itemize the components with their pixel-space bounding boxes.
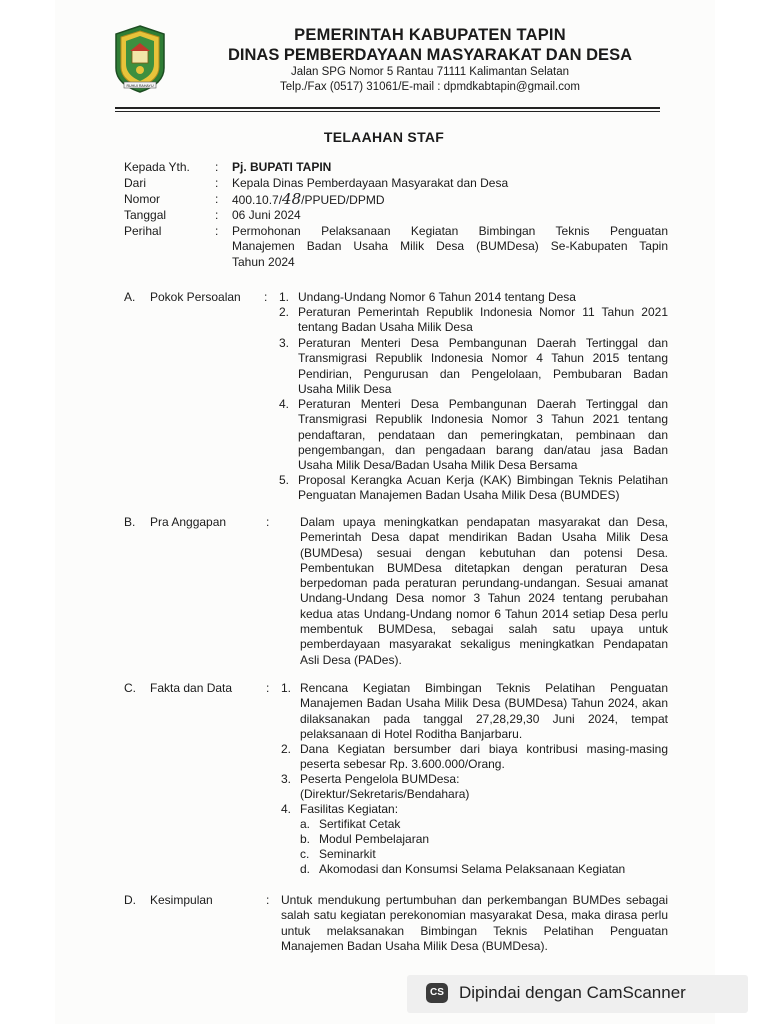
list-number: 3. [279, 336, 290, 350]
facility-letter: a. [300, 817, 311, 831]
letterhead-contact: Telp./Fax (0517) 31061/E-mail : dpmdkabtapin@gmail.com [280, 81, 580, 93]
camscanner-text: Dipindai dengan CamScanner [459, 983, 686, 1002]
letterhead-rule-thick [115, 107, 660, 109]
tapin-regency-emblem [114, 24, 166, 94]
section-d-heading: Kesimpulan [150, 893, 213, 907]
section-a-heading: Pokok Persoalan [150, 290, 241, 304]
section-c-colon: : [266, 681, 270, 695]
emblem-motto: RUHUI RAHAYU [126, 83, 154, 88]
section-d-letter: D. [124, 893, 136, 907]
nomor-colon: : [215, 192, 219, 206]
list-item: Peraturan Menteri Desa Pembangunan Daerah Tertinggal dan Transmigrasi Republik Indonesia Nomor 3 Tahun 2021 tentang pendaftaran, pendataan dan pemeringkatan, pembinaan dan pengembangan, dan pengadaan barang dan/atau jasa Badan Usaha Milik Desa/Badan Usaha Milik Desa Bersama [298, 397, 668, 473]
perihal-line: Permohonan Pelaksanaan Kegiatan Bimbingan Teknis Penguatan [232, 224, 668, 238]
list-item: Dana Kegiatan bersumber dari biaya kontribusi masing-masing peserta sebesar Rp. 3.600.000/Orang. [300, 742, 668, 772]
list-item: Rencana Kegiatan Bimbingan Teknis Pelatihan Penguatan Manajemen Badan Usaha Milik Desa (BUMDesa) Tahun 2024, akan dilaksanakan pada tanggal 27,28,29,30 Juni 2024, tempat pelaksanaan di Hotel Roditha Banjarbaru. [300, 681, 668, 741]
document-title: TELAAHAN STAF [323, 129, 445, 145]
list-number: 1. [279, 290, 290, 304]
list-item: Peraturan Menteri Desa Pembangunan Daerah Tertinggal dan Transmigrasi Republik Indonesia Nomor 4 Tahun 2015 tentang Pendirian, Pengurusan dan Pengelolaan, Pembubaran Badan Usaha Milik Desa [298, 336, 668, 396]
dari-colon: : [215, 176, 219, 190]
tanggal-colon: : [215, 208, 219, 222]
letterhead-rule-thin [115, 111, 660, 112]
letterhead-address: Jalan SPG Nomor 5 Rantau 71111 Kalimantan Selatan [290, 66, 570, 78]
facility-item: Modul Pembelajaran [319, 832, 430, 846]
list-number: 2. [281, 742, 292, 756]
facility-item: Sertifikat Cetak [319, 817, 401, 831]
dari-label: Dari [124, 176, 147, 190]
section-b-paragraph: Dalam upaya meningkatkan pendapatan masyarakat dan Desa, Pemerintah Desa dapat mendirikan Badan Usaha Milik Desa (BUMDesa) sesuai dengan kebutuhan dan potensi Desa. Pembentukan BUMDesa ditetapkan dengan peraturan Desa berpedoman pada peraturan perundang-undangan. Sesuai amanat Undang-Undang Desa nomor 3 Tahun 2024 tentang perubahan kedua atas Undang-Undang nomor 6 Tahun 2014 setiap Desa perlu membentuk BUMDesa, sebagai salah satu upaya untuk pemberdayaan masyarakat sekaligus meningkatkan Pendapatan Asli Desa (PADes). [300, 515, 668, 667]
nomor-value [232, 192, 384, 208]
section-d-colon: : [266, 893, 270, 907]
list-item: Peserta Pengelola BUMDesa: (Direktur/Sekretaris/Bendahara) [300, 772, 470, 802]
facility-letter: d. [300, 862, 311, 876]
nomor-label: Nomor [124, 192, 161, 206]
list-number: 4. [281, 802, 292, 816]
kepada-value: Pj. BUPATI TAPIN [232, 160, 332, 174]
section-d-paragraph: Untuk mendukung pertumbuhan dan perkembangan BUMDes sebagai salah satu kegiatan perekonomian masyarakat Desa, maka dirasa perlu untuk melaksanakan Bimbingan Teknis Pelatihan Penguatan Manajemen Badan Usaha Milik Desa (BUMDesa). [281, 893, 668, 953]
facility-letter: c. [300, 847, 310, 861]
list-number: 5. [279, 473, 290, 487]
section-b-letter: B. [124, 515, 136, 529]
perihal-line: Manajemen Badan Usaha Milik Desa (BUMDesa) Se-Kabupaten Tapin [232, 239, 668, 254]
section-c-letter: C. [124, 681, 136, 695]
perihal-colon: : [215, 224, 219, 238]
nomor-prefix: 400.10.7/ [232, 193, 283, 207]
list-item: Proposal Kerangka Acuan Kerja (KAK) Bimbingan Teknis Pelatihan Penguatan Manajemen Badan Usaha Milik Desa (BUMDES) [298, 473, 668, 503]
perihal-line: Tahun 2024 [232, 254, 295, 269]
letterhead-line1: PEMERINTAH KABUPATEN TAPIN [294, 26, 566, 44]
perihal-label: Perihal [124, 224, 162, 238]
section-a-colon: : [264, 290, 268, 304]
dari-value: Kepala Dinas Pemberdayaan Masyarakat dan Desa [232, 176, 509, 190]
section-c-heading: Fakta dan Data [150, 681, 233, 695]
kepada-colon: : [215, 160, 219, 174]
nomor-handwritten: 48 [282, 190, 302, 208]
section-a-letter: A. [124, 290, 136, 304]
list-number: 1. [281, 681, 292, 695]
facility-item: Seminarkit [319, 847, 376, 861]
letterhead-line2: DINAS PEMBERDAYAAN MASYARAKAT DAN DESA [227, 46, 632, 64]
nomor-suffix: /PPUED/DPMD [301, 193, 385, 207]
list-item: Peraturan Pemerintah Republik Indonesia Nomor 11 Tahun 2021 tentang Badan Usaha Milik Desa [298, 305, 668, 335]
section-b-heading: Pra Anggapan [150, 515, 227, 529]
list-number: 3. [281, 772, 292, 786]
facility-letter: b. [300, 832, 311, 846]
list-item: Fasilitas Kegiatan: [300, 802, 399, 816]
tanggal-label: Tanggal [124, 208, 167, 222]
section-b-colon: : [266, 515, 270, 529]
perihal-value [232, 224, 668, 270]
facility-item: Akomodasi dan Konsumsi Selama Pelaksanaan Kegiatan [319, 862, 626, 876]
camscanner-icon: CS [426, 983, 448, 1003]
list-number: 4. [279, 397, 290, 411]
kepada-label: Kepada Yth. [124, 160, 190, 174]
camscanner-watermark [407, 975, 748, 1013]
tanggal-value: 06 Juni 2024 [232, 208, 301, 222]
list-number: 2. [279, 305, 290, 319]
list-item: Undang-Undang Nomor 6 Tahun 2014 tentang Desa [298, 290, 576, 304]
